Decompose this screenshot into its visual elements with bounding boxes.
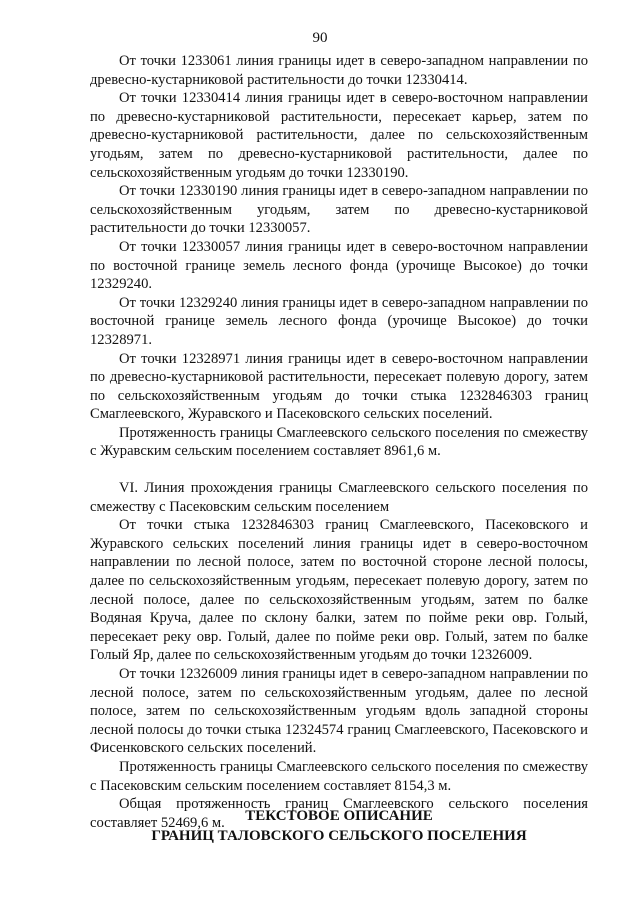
section-spacer <box>90 461 588 479</box>
paragraph-point-12326009: От точки 12326009 линия границы идет в северо-западном направлении по лесной полосе, затем по сельскохозяйственным угодьям, далее по лесной полосе, затем по сельскохозяйственным угодьям вдоль западной стороны лесной полосы до точки стыка 12324574 границ Смаглеевского, Пасековского и Фисенковского сельских поселений. <box>90 666 588 757</box>
document-body <box>90 52 588 832</box>
heading-line-1: ТЕКСТОВОЕ ОПИСАНИЕ <box>245 808 433 824</box>
paragraph-point-12328971: От точки 12328971 линия границы идет в северо-восточном направлении по древесно-кустарниковой растительности, пересекает полевую дорогу, затем по сельскохозяйственным угодьям до точки стыка 1232846303 границ Смаглеевского, Журавского и Пасековского сельских поселений. <box>90 350 588 423</box>
paragraph-point-12330057: От точки 12330057 линия границы идет в северо-восточном направлении по восточной границе земель лесного фонда (урочище Высокое) до точки 12329240. <box>90 238 588 293</box>
page-number: 90 <box>312 30 328 46</box>
paragraph-length-pasekovskoe: Протяженность границы Смаглеевского сельского поселения по смежеству с Пасековским сельским поселением составляет 8154,3 м. <box>90 758 588 794</box>
paragraph-total-length: Общая протяженность границ Смаглеевского сельского поселения составляет 52469,6 м. <box>90 796 588 831</box>
paragraph-length-zhuravskoe: Протяженность границы Смаглеевского сельского поселения по смежеству с Журавским сельским поселением составляет 8961,6 м. <box>90 424 588 460</box>
paragraph-point-12329240: От точки 12329240 линия границы идет в северо-западном направлении по восточной границе земель лесного фонда (урочище Высокое) до точки 12328971. <box>90 294 588 348</box>
heading-line-2: ГРАНИЦ ТАЛОВСКОГО СЕЛЬСКОГО ПОСЕЛЕНИЯ <box>151 828 527 844</box>
section-title-vi: VI. Линия прохождения границы Смаглеевского сельского поселения по смежеству с Пасековским сельским поселением <box>90 480 588 515</box>
section-heading <box>90 806 588 846</box>
paragraph-point-1233061: От точки 1233061 линия границы идет в северо-западном направлении по древесно-кустарниковой растительности до точки 12330414. <box>90 53 588 88</box>
paragraph-point-12330190: От точки 12330190 линия границы идет в северо-западном направлении по сельскохозяйственным угодьям, затем по древесно-кустарниковой растительности до точки 12330057. <box>90 183 588 237</box>
paragraph-point-1232846303: От точки стыка 1232846303 границ Смаглеевского, Пасековского и Журавского сельских поселений линия границы идет в северо-восточном направлении по лесной полосе, затем по восточной стороне лесной полосы, далее по сельскохозяйственным угодьям, пересекает полевую дорогу, затем по лесной полосе, далее по сельскохозяйственным угодьям, затем по балке Водяная Круча, далее по склону балки, затем по пойме реки овр. Голый, пересекает реку овр. Голый, далее по пойме реки овр. Голый, затем по балке Голый Яр, далее по сельскохозяйственным угодьям до точки 12326009. <box>90 517 588 664</box>
paragraph-point-12330414: От точки 12330414 линия границы идет в северо-восточном направлении по древесно-кустарниковой растительности, пересекает карьер, затем по древесно-кустарниковой растительности, далее по сельскохозяйственным угодьям, затем по древесно-кустарниковой растительности, далее по сельскохозяйственным угодьям до точки 12330190. <box>90 90 588 181</box>
